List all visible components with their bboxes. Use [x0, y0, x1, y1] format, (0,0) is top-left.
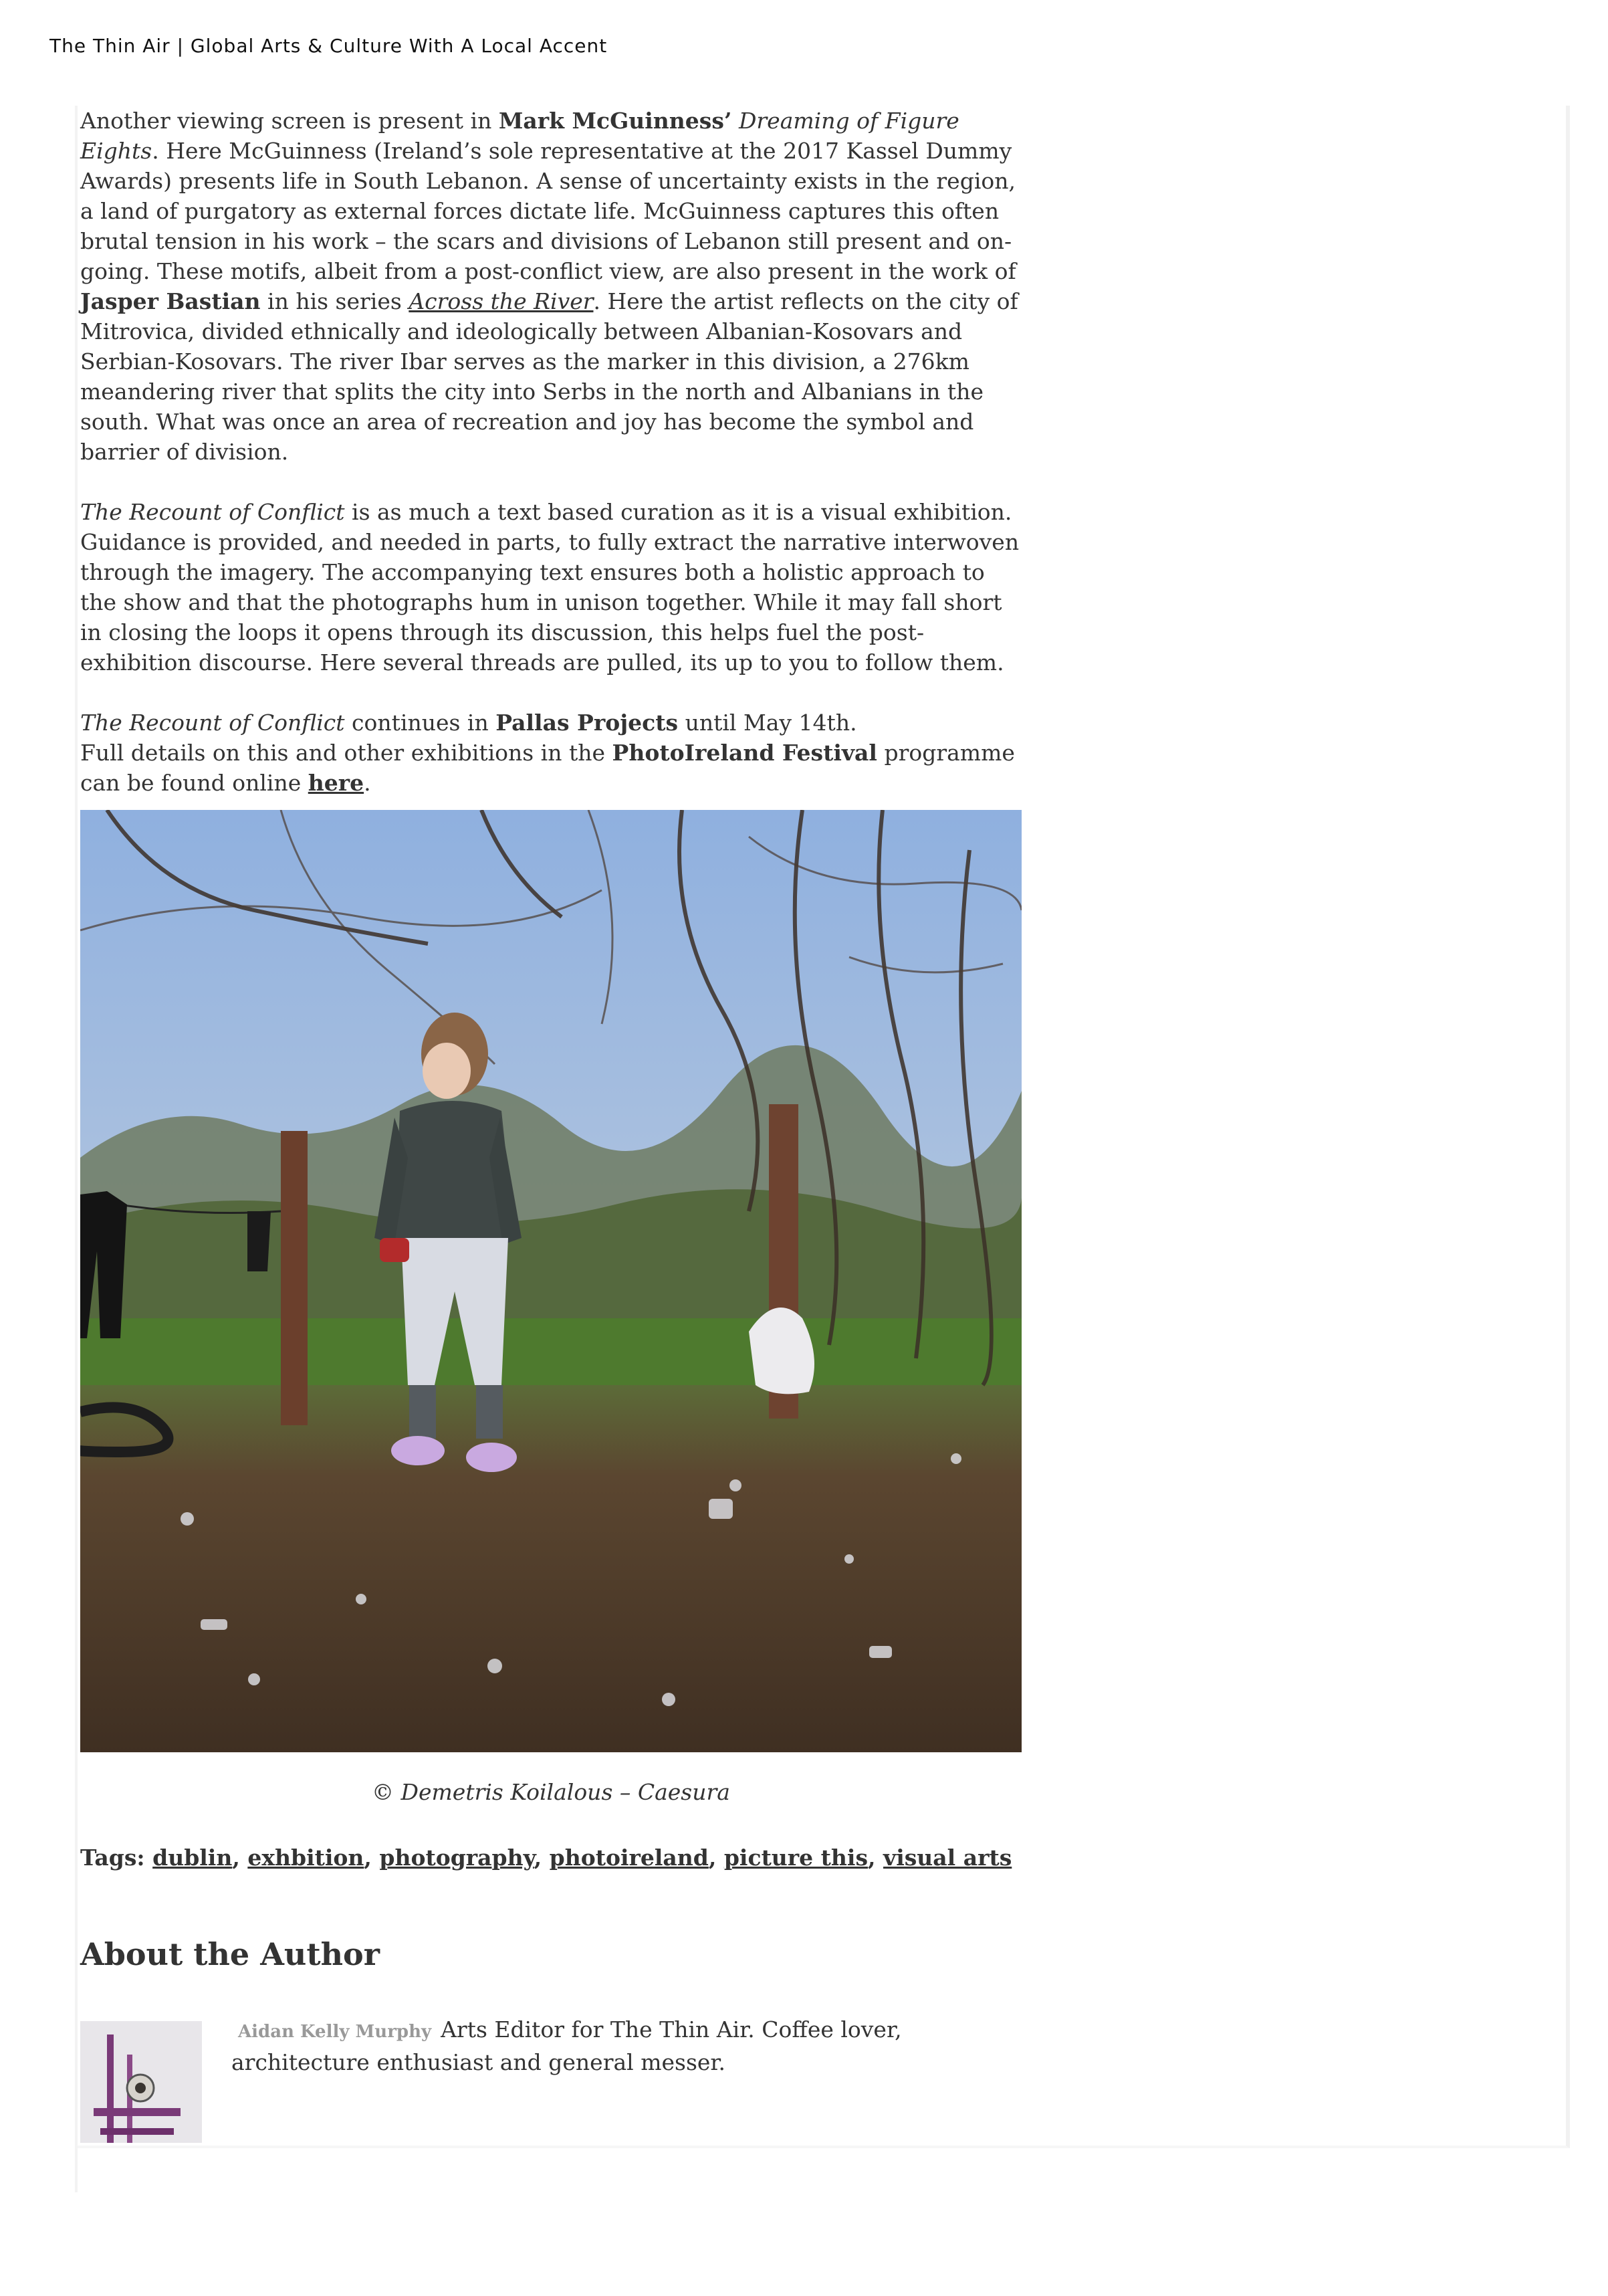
tag-link[interactable]: visual arts	[883, 1845, 1012, 1871]
link-text: here	[308, 770, 364, 796]
text: continues in	[344, 710, 496, 736]
venue-name: Pallas Projects	[495, 710, 679, 736]
paragraph-3	[80, 708, 1023, 798]
exhibition-title: The Recount of Conflict	[80, 499, 345, 525]
text: programme can be found online	[80, 740, 1015, 796]
feature-photo	[80, 810, 1022, 1752]
work-title: Across the River	[409, 288, 594, 314]
text: . Here McGuinness (Ireland’s sole representative at the 2017 Kassel Dummy Awards) presents life in South Lebanon. A sense of uncertainty exists in the region, a land of purgatory as external forces dictate life. McGuinness captures this often brutal tension in his work – the scars and divisions of Lebanon still present and on-going. These motifs, albeit from a post-conflict view, are also present in the work of	[80, 138, 1016, 284]
site-title: The Thin Air | Global Arts & Culture With A Local Accent	[49, 35, 608, 57]
author-description: Arts Editor for The Thin Air. Coffee lover, architecture enthusiast and general messer.	[231, 2016, 902, 2075]
tag-link[interactable]: photoireland	[549, 1845, 709, 1871]
paragraph-1	[80, 106, 1023, 467]
about-author-heading: About the Author	[80, 1936, 380, 1972]
article-body	[80, 106, 1023, 828]
exhibition-title: The Recount of Conflict	[80, 710, 345, 736]
tag-separator: ,	[232, 1845, 248, 1871]
photo-illustration	[80, 810, 1022, 1752]
paragraph-2	[80, 497, 1023, 677]
text: until May 14th.	[678, 710, 857, 736]
text: Full details on this and other exhibitions in the	[80, 740, 612, 766]
tag-separator: ,	[868, 1845, 884, 1871]
text: . Here the artist reflects on the city of Mitrovica, divided ethnically and ideologically between Albanian-Kosovars and Serbian-Kosovars. The river Ibar serves as the marker in this division, a 276km meandering river that splits the city into Serbs in the north and Albanians in the south. What was once an area of recreation and joy has become the symbol and barrier of division.	[80, 288, 1018, 465]
text: .	[364, 770, 371, 796]
tag-separator: ,	[708, 1845, 724, 1871]
avatar-image	[80, 2021, 202, 2143]
text: is as much a text based curation as it is a visual exhibition. Guidance is provided, and needed in parts, to fully extract the narrative interwoven through the imagery. The accompanying text ensures both a holistic approach to the show and that the photographs hum in unison together. While it may fall short in closing the loops it opens through its discussion, this helps fuel the post-exhibition discourse. Here several threads are pulled, its up to you to follow them.	[80, 499, 1020, 675]
author-bio	[231, 2014, 1020, 2078]
across-the-river-link[interactable]	[409, 288, 593, 314]
festival-name: PhotoIreland Festival	[612, 740, 877, 766]
tag-link[interactable]: picture this	[723, 1845, 869, 1871]
tag-link[interactable]: dublin	[152, 1845, 233, 1871]
tags-label: Tags:	[80, 1845, 145, 1871]
text: in his series	[260, 288, 409, 314]
avatar	[80, 2021, 202, 2143]
artist-name: Mark McGuinness’	[498, 108, 732, 134]
here-link[interactable]	[308, 770, 364, 796]
work-title: Dreaming of Figure Eights	[80, 108, 959, 164]
tag-link[interactable]: exhbition	[247, 1845, 364, 1871]
author-name[interactable]: Aidan Kelly Murphy	[238, 2022, 432, 2042]
tag-separator: ,	[534, 1845, 550, 1871]
tags-line	[80, 1845, 1030, 1871]
text: Another viewing screen is present in	[80, 108, 499, 134]
left-divider	[75, 106, 78, 2192]
tag-separator: ,	[364, 1845, 380, 1871]
artist-name: Jasper Bastian	[80, 288, 261, 314]
text	[731, 108, 739, 134]
photo-caption: © Demetris Koilalous – Caesura	[372, 1779, 730, 1805]
tag-link[interactable]: photography	[379, 1845, 534, 1871]
